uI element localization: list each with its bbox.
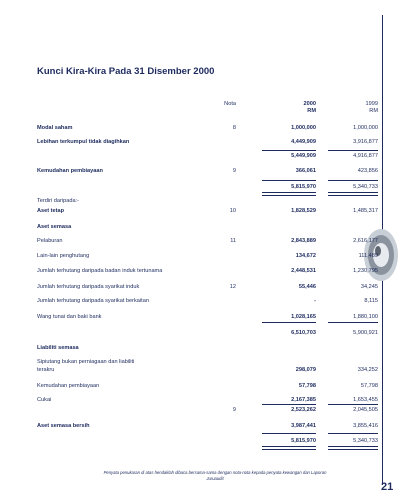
subtotal-rule: [328, 150, 378, 151]
row-label: Aset semasa bersih: [37, 423, 90, 429]
page-title: Kunci Kira-Kira Pada 31 Disember 2000: [37, 66, 215, 77]
row-value-2000: 2,167,385: [291, 397, 316, 403]
row-nota: 9: [232, 168, 236, 174]
subtotal-rule: [328, 180, 378, 181]
header-2000: 2000: [303, 101, 316, 107]
row-value-1999: 57,798: [360, 383, 378, 389]
footnote: Penyata penukaran di atas hendaklah dibaca bersama-sama dengan nota-nota kepada penyata kewangan dan Laporan Juruaudit: [103, 470, 327, 481]
row-label: Kemudahan pembiayaan: [37, 383, 100, 389]
row-value-1999: 423,856: [357, 168, 378, 174]
subtotal-rule: [262, 322, 316, 323]
page-number: 21: [381, 481, 394, 493]
table-row: [0, 253, 401, 263]
table-row: [0, 367, 401, 377]
row-label: Terdiri daripada:-: [37, 198, 79, 204]
row-value-2000: -: [314, 298, 316, 304]
row-value-1999: 1,000,000: [353, 125, 378, 131]
table-row: [0, 268, 401, 278]
row-label: Jumlah terhutang daripada badan induk tertunama: [37, 268, 163, 274]
row-label: Wang tunai dan baki bank: [37, 314, 102, 320]
row-label: Modal saham: [37, 125, 73, 131]
table-row: [0, 298, 401, 308]
row-value-1999: 2,045,505: [353, 407, 378, 413]
row-value-2000: 5,449,909: [291, 153, 316, 159]
row-label: Pelaburan: [37, 238, 63, 244]
row-nota: 12: [229, 284, 236, 290]
subtotal-rule: [262, 404, 316, 405]
row-value-2000: 366,061: [295, 168, 316, 174]
row-value-1999: 8,115: [364, 298, 378, 304]
table-row: [0, 153, 401, 163]
row-label: Sipiutang bukan perniagaan dan liabiliti: [37, 359, 135, 365]
row-nota: 10: [229, 208, 236, 214]
table-row: [0, 208, 401, 218]
row-label: Jumlah terhutang daripada syarikat berkaitan: [37, 298, 149, 304]
subtotal-rule: [262, 150, 316, 151]
row-label: Jumlah terhutang daripada syarikat induk: [37, 284, 140, 290]
row-label: Liabiliti semasa: [37, 345, 79, 351]
table-row: [0, 224, 401, 234]
row-nota: 8: [232, 125, 236, 131]
subtotal-rule: [262, 180, 316, 181]
row-value-2000: 1,828,529: [291, 208, 316, 214]
row-value-1999: 111,489: [358, 253, 378, 259]
total-double-rule: [262, 192, 316, 196]
table-row: [0, 397, 401, 407]
row-value-2000: 57,798: [298, 383, 316, 389]
row-value-1999: 5,340,733: [353, 438, 378, 444]
table-row: [0, 284, 401, 294]
table-row: [0, 407, 401, 417]
row-value-2000: 5,815,970: [291, 438, 316, 444]
table-row: [0, 238, 401, 248]
row-value-2000: 2,843,889: [291, 238, 316, 244]
row-value-1999: 3,855,416: [353, 423, 378, 429]
row-label: Lebihan terkumpul tidak diagihkan: [37, 139, 130, 145]
total-double-rule: [328, 446, 378, 450]
row-label: Aset semasa: [37, 224, 72, 230]
row-value-1999: 5,900,921: [353, 330, 378, 336]
subtotal-rule: [262, 433, 316, 434]
table-row: [0, 125, 401, 135]
row-value-1999: 5,340,733: [353, 184, 378, 190]
row-label: Kemudahan pembiayaan: [37, 168, 103, 174]
row-value-2000: 55,446: [298, 284, 316, 290]
row-value-1999: 1,653,455: [353, 397, 378, 403]
row-nota: 11: [230, 238, 236, 244]
row-value-1999: 1,880,100: [353, 314, 378, 320]
subtotal-rule: [328, 404, 378, 405]
table-row: [0, 423, 401, 433]
row-value-1999: 1,230,795: [353, 268, 378, 274]
table-row: [0, 168, 401, 178]
row-value-2000: 3,987,441: [291, 423, 316, 429]
header-1999: 1999: [365, 101, 378, 107]
row-value-1999: 34,245: [360, 284, 378, 290]
table-row: [0, 139, 401, 149]
row-label: terakru: [37, 367, 55, 373]
table-row: [0, 330, 401, 340]
header-2000-unit: RM: [307, 108, 316, 114]
table-row: [0, 345, 401, 355]
row-value-2000: 2,523,262: [291, 407, 316, 413]
subtotal-rule: [328, 433, 378, 434]
row-nota: 9: [232, 407, 236, 413]
row-label: Lain-lain penghutang: [37, 253, 90, 259]
row-value-1999: 3,916,877: [353, 139, 378, 145]
row-label: Aset tetap: [37, 208, 65, 214]
row-label: Cukai: [37, 397, 52, 403]
total-double-rule: [328, 192, 378, 196]
table-row: [0, 383, 401, 393]
row-value-1999: 4,916,877: [353, 153, 378, 159]
total-double-rule: [262, 446, 316, 450]
row-value-1999: 2,616,177: [353, 238, 378, 244]
row-value-2000: 5,815,970: [291, 184, 316, 190]
header-nota: Nota: [224, 101, 236, 107]
row-value-2000: 2,448,531: [291, 268, 316, 274]
row-value-2000: 1,028,165: [291, 314, 316, 320]
row-value-1999: 1,485,317: [353, 208, 378, 214]
header-1999-unit: RM: [369, 108, 378, 114]
table-row: [0, 198, 401, 208]
row-value-2000: 1,000,000: [291, 125, 316, 131]
row-value-1999: 334,252: [357, 367, 378, 373]
row-value-2000: 298,079: [295, 367, 316, 373]
row-value-2000: 4,449,909: [291, 139, 316, 145]
row-value-2000: 6,510,703: [291, 330, 316, 336]
subtotal-rule: [328, 322, 378, 323]
row-value-2000: 134,672: [295, 253, 316, 259]
